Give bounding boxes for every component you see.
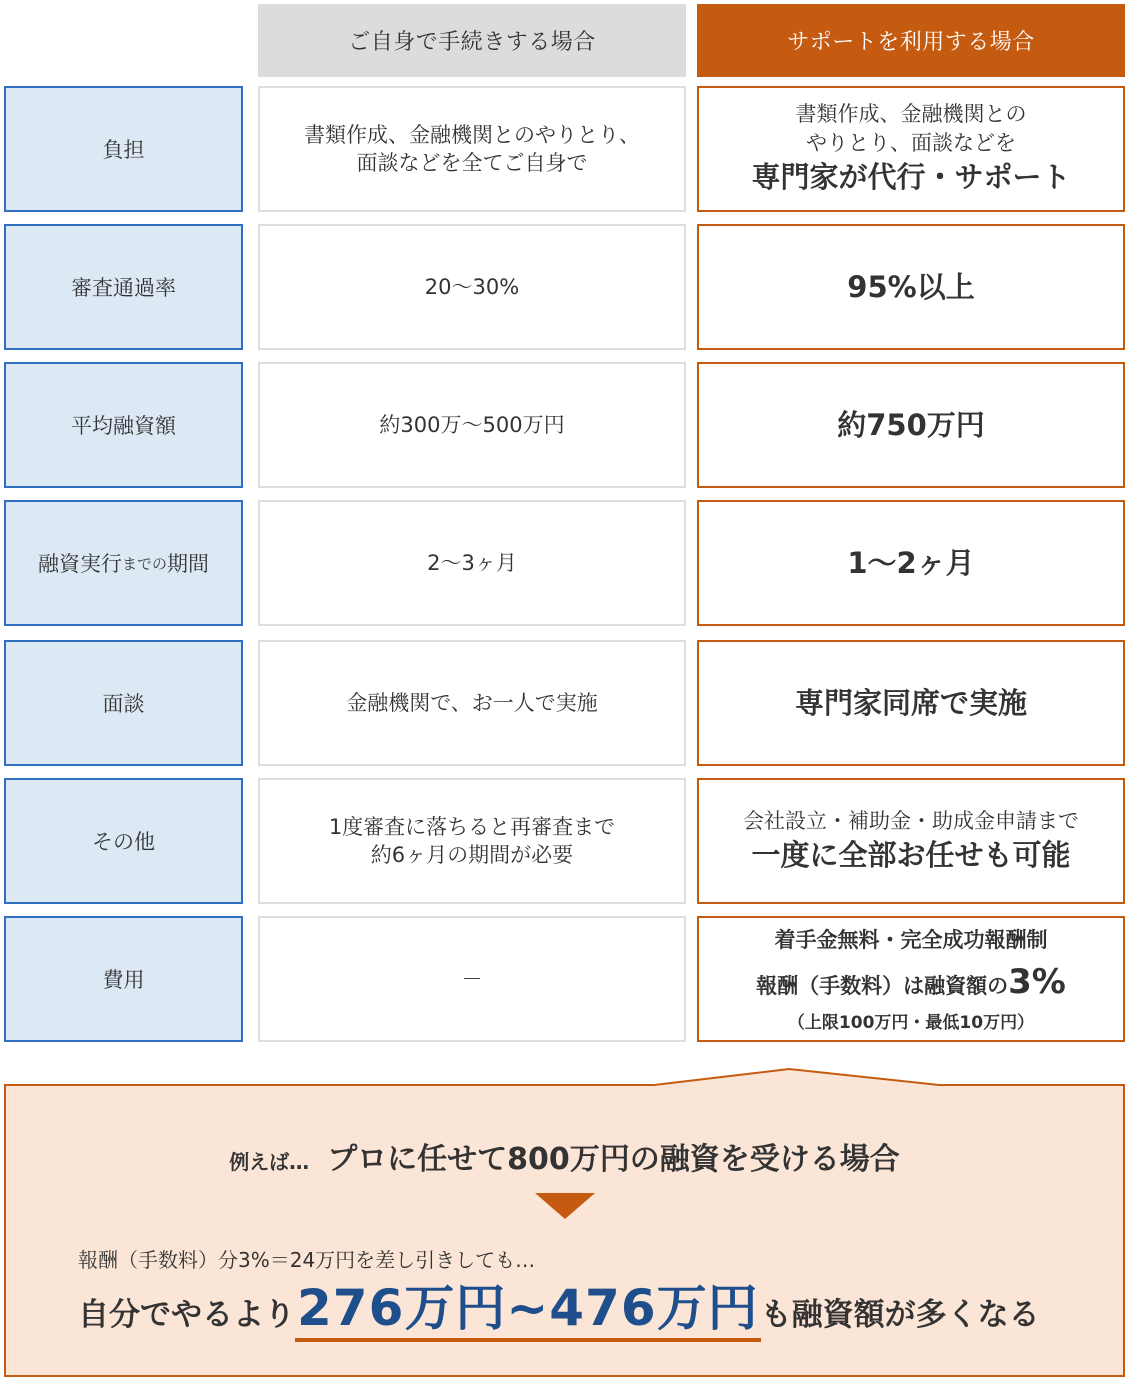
column-header-support: サポートを利用する場合 [697, 4, 1125, 77]
self-burden [258, 86, 686, 212]
example-title [4, 1134, 1125, 1178]
support-cost-line2-text: 報酬（手数料）は融資額の [756, 973, 1009, 998]
self-burden-line2: 面談などを全てご自身で [356, 151, 588, 175]
support-period [697, 500, 1125, 626]
support-average-loan [697, 362, 1125, 488]
self-period: 2～3ヶ月 [258, 500, 686, 626]
example-callout [4, 1068, 1125, 1377]
row-label-burden: 負担 [4, 86, 243, 212]
support-period-value: 1～2ヶ月 [847, 545, 975, 580]
support-cost-line1: 着手金無料・完全成功報酬制 [774, 928, 1048, 953]
support-pass-rate [697, 224, 1125, 350]
support-burden-highlight: 専門家が代行・サポート [751, 160, 1071, 195]
row-label-period-end: 期間 [167, 552, 209, 576]
row-label-average-loan: 平均融資額 [4, 362, 243, 488]
self-cost: － [258, 916, 686, 1042]
support-cost-percent: 3% [1008, 961, 1066, 1002]
example-result [78, 1280, 1040, 1350]
example-prefix: 例えば… [229, 1150, 310, 1174]
row-label-pass-rate: 審査通過率 [4, 224, 243, 350]
arrow-down-icon [535, 1193, 595, 1219]
support-burden [697, 86, 1125, 212]
self-other-line1: 1度審査に落ちると再審査まで [328, 814, 616, 839]
support-other [697, 778, 1125, 904]
support-pass-rate-value: 95%以上 [847, 269, 975, 304]
example-calculation: 報酬（手数料）分3%＝24万円を差し引きしても… [78, 1248, 536, 1272]
support-other-line1: 会社設立・補助金・助成金申請まで [743, 808, 1079, 833]
row-label-period-main: 融資実行 [37, 552, 122, 576]
row-label-period-small: までの [121, 554, 167, 573]
support-cost-line2 [756, 957, 1066, 1008]
support-cost-line3: （上限100万円・最低10万円） [787, 1012, 1035, 1033]
support-cost [697, 916, 1125, 1042]
support-interview-value: 専門家同席で実施 [794, 685, 1027, 720]
support-burden-line1: 書類作成、金融機関との [795, 102, 1027, 127]
self-burden-line1: 書類作成、金融機関とのやりとり、 [304, 122, 640, 147]
example-result-post: も融資額が多くなる [760, 1297, 1040, 1333]
example-result-amount: 276万円~476万円 [295, 1280, 761, 1342]
support-other-highlight: 一度に全部お任せも可能 [751, 837, 1071, 872]
support-burden-line2: やりとり、面談などを [806, 130, 1016, 155]
self-average-loan: 約300万～500万円 [258, 362, 686, 488]
row-label-period [4, 500, 243, 626]
row-label-other: その他 [4, 778, 243, 904]
self-pass-rate: 20～30% [258, 224, 686, 350]
support-average-loan-value: 約750万円 [837, 407, 985, 442]
self-interview: 金融機関で、お一人で実施 [258, 640, 686, 766]
example-title-text: プロに任せて800万円の融資を受ける場合 [327, 1142, 900, 1177]
example-result-pre: 自分でやるより [78, 1297, 295, 1333]
row-label-cost: 費用 [4, 916, 243, 1042]
row-label-interview: 面談 [4, 640, 243, 766]
self-other-line2: 約6ヶ月の期間が必要 [370, 843, 574, 867]
support-interview [697, 640, 1125, 766]
self-other [258, 778, 686, 904]
column-header-self: ご自身で手続きする場合 [258, 4, 686, 77]
